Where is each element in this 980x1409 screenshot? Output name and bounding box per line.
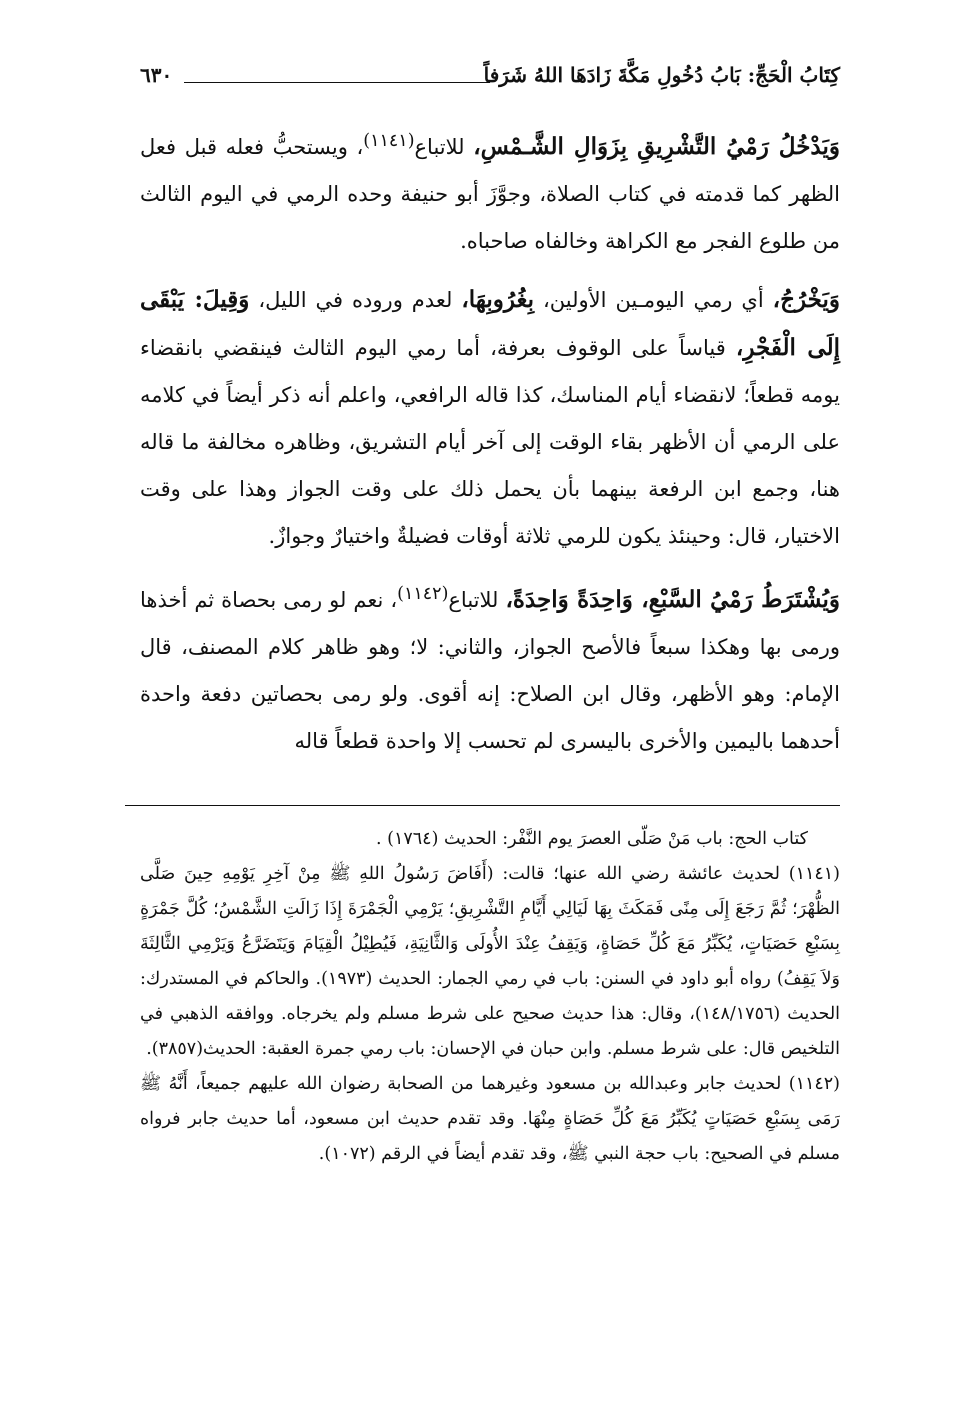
commentary: لعدم وروده في الليل، (249, 288, 462, 312)
footnote-1142: (١١٤٢) لحديث جابر وعبدالله بن مسعود وغيرهما من الصحابة رضوان الله عليهم جميعاً، أَنَّهُ ﷺ رَمَى بِسَبْعِ حَصَيَاتٍ يُكَبِّرُ مَعَ كُلِّ حَصَاةٍ مِنْهَا. وقد تقدم حديث ابن مسعود، أما حديث جابر فرواه مسلم في الصحيح: باب حجة النبي ﷺ، وقد تقدم أيضاً في الرقم (١٠٧٢). (140, 1074, 840, 1164)
commentary: قياساً على الوقوف بعرفة، أما رمي اليوم الثالث فينقضي بانقضاء يومه قطعاً؛ لانقضاء أيام المناسك، كذا قاله الرافعي، واعلم أنه ذكر أيضاً في كلامه على الرمي أن الأظهر بقاء الوقت إلى آخر أيام التشريق، وظاهره مخالفة ما قاله هنا، وجمع ابن الرفعة بينهما بأن يحمل ذلك على وقت الجواز وهذا على وقت الاختيار، قال: وحينئذ يكون للرمي ثلاثة أوقات فضيلةٌ واختيارٌ وجوازٌ. (140, 336, 840, 548)
commentary: للاتباع (414, 135, 474, 159)
commentary: للاتباع (448, 588, 506, 612)
footnote-ref: (١١٤٢) (397, 584, 449, 604)
footnote-separator (125, 805, 840, 806)
commentary: أي رمي اليومـين الأولين، (534, 288, 773, 312)
chapter-title: كِتَابُ الْحَجِّ: بَابُ دُخُولِ مَكَّةَ زَادَهَا اللهُ شَرَفاً (483, 63, 840, 87)
paragraph-1 (140, 118, 840, 265)
commentary: ، نعم لو رمى بحصاة ثم أخذها ورمى بها وهكذا سبعاً فالأصح الجواز، والثاني: لا؛ وهو ظاهر كلام المصنف، قال الإمام: وهو الأظهر، وقال ابن الصلاح: إنه أقوى. ولو رمى بحصاتين دفعة واحدة أحدهما باليمين والأخرى باليسرى لم تحسب إلا واحدة قطعاً قاله (140, 588, 840, 753)
lemma: وَيَدْخُلُ رَمْيُ التَّشْرِيقِ بِزَوَالِ الشَّـمْسِ، (473, 133, 840, 160)
running-header (140, 55, 840, 95)
paragraph-2 (140, 276, 840, 560)
lemma: وَقِيلَ: يَبْقَى إِلَى الْفَجْرِ، (140, 286, 840, 361)
lemma: وَيُشْتَرَطُ رَمْيُ السَّبْعِ، وَاحِدَةً وَاحِدَةً، (505, 586, 840, 613)
footnotes (140, 822, 840, 1172)
lemma: بِغُرُوبِهَا، (461, 286, 535, 313)
main-text (140, 118, 840, 776)
page-number: ٦٣٠ (140, 63, 173, 87)
footnote-1141: (١١٤١) لحديث عائشة رضي الله عنها؛ قالت: (أَفَاضَ رَسُولُ اللهِ ﷺ مِنْ آخِرِ يَوْمِهِ حِينَ صَلَّى الظُّهْرَ؛ ثُمَّ رَجَعَ إِلَى مِنًى فَمَكَثَ بِهَا لَيَالِي أَيَّامِ التَّشْرِيقِ؛ يَرْمِي الْجَمْرَةَ إِذَا زَالَتِ الشَّمْسُ؛ كُلَّ جَمْرَةٍ بِسَبْعِ حَصَيَاتٍ، يُكَبِّرُ مَعَ كُلِّ حَصَاةٍ، وَيَقِفُ عِنْدَ الأُولَى وَالثَّانِيَةِ، فَيُطِيْلُ الْقِيَامَ وَيَتَضَرَّعُ وَيَرْمِي الثَّالِثَةَ وَلاَ يَقِفُ) رواه أبو داود في السنن: باب في رمي الجمار: الحديث (١٩٧٣). والحاكم في المستدرك: الحديث (١٤٨/١٧٥٦)، وقال: هذا حديث صحيح على شرط مسلم ولم يخرجاه. ووافقه الذهبي في التلخيص قال: على شرط مسلم. وابن حبان في الإحسان: باب رمي جمرة العقبة: الحديث(٣٨٥٧). (140, 864, 841, 1059)
commentary: ، ويستحبُّ فعله قبل فعل الظهر كما قدمته في كتاب الصلاة، وجوَّزَ أبو حنيفة وحده الرمي في اليوم الثالث من طلوع الفجر مع الكراهة وخالفاه صاحباه. (140, 135, 840, 253)
header-rule (184, 82, 490, 83)
footnote-ref: (١١٤١) (363, 131, 415, 151)
lemma: وَيَخْرُجُ، (772, 286, 840, 313)
paragraph-3 (140, 571, 840, 765)
footnote-continuation: كتاب الحج: باب مَنْ صَلّى العصرَ يوم النَّفْر: الحديث (١٧٦٤) . (376, 829, 808, 849)
